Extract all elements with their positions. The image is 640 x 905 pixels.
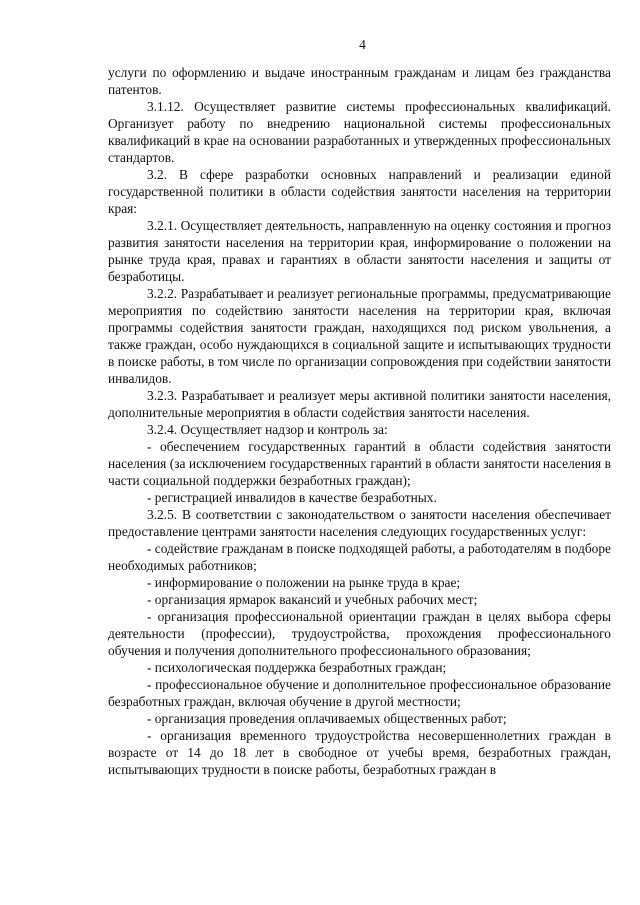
paragraph: - организация временного трудоустройства несовершеннолетних граждан в возрасте от 14 до 18 лет в свободное от учебы время, безработных граждан, испытывающих трудности в поиске работы, безработных граждан в: [108, 728, 611, 777]
paragraph: - информирование о положении на рынке труда в крае;: [147, 575, 461, 590]
paragraph: - обеспечением государственных гарантий в области содействия занятости населения (за исключением государственных гарантий в области занятости населения в части социальной поддержки безработных граждан);: [108, 439, 611, 488]
paragraph: - организация профессиональной ориентации граждан в целях выбора сферы деятельности (профессии), трудоустройства, прохождения профессионального обучения и получения дополнительного профессионального образования;: [108, 609, 611, 658]
paragraph: 3.2.2. Разрабатывает и реализует региональные программы, предусматривающие мероприятия по содействию занятости населения на территории края, включая программы содействия занятости граждан, находящихся под риском увольнения, а также граждан, особо нуждающихся в социальной защите и испытывающих трудности в поиске работы, в том числе по организации сопровождения при содействии занятости инвалидов.: [108, 286, 611, 386]
paragraph: 3.2. В сфере разработки основных направлений и реализации единой государственной политики в области содействия занятости населения на территории края:: [108, 167, 611, 216]
page-number: 4: [359, 37, 366, 52]
paragraph: - организация проведения оплачиваемых общественных работ;: [147, 711, 507, 726]
paragraph: 3.1.12. Осуществляет развитие системы профессиональных квалификаций. Организует работу по внедрению национальной системы профессиональных квалификаций в крае на основании разработанных и утвержденных профессиональных стандартов.: [108, 99, 611, 165]
document-body: [108, 64, 611, 778]
paragraph: - содействие гражданам в поиске подходящей работы, а работодателям в подборе необходимых работников;: [108, 541, 611, 573]
paragraph: - организация ярмарок вакансий и учебных рабочих мест;: [147, 592, 478, 607]
paragraph: 3.2.5. В соответствии с законодательством о занятости населения обеспечивает предоставление центрами занятости населения следующих государственных услуг:: [108, 507, 611, 539]
paragraph: - психологическая поддержка безработных граждан;: [147, 660, 447, 675]
paragraph: услуги по оформлению и выдаче иностранным гражданам и лицам без гражданства патентов.: [108, 65, 611, 97]
paragraph: 3.2.1. Осуществляет деятельность, направленную на оценку состояния и прогноз развития занятости населения на территории края, информирование о положении на рынке труда края, правах и гарантиях в области занятости населения и защиты от безработицы.: [108, 218, 611, 284]
paragraph: 3.2.4. Осуществляет надзор и контроль за:: [147, 422, 388, 437]
paragraph: - профессиональное обучение и дополнительное профессиональное образование безработных граждан, включая обучение в другой местности;: [108, 677, 611, 709]
paragraph: - регистрацией инвалидов в качестве безработных.: [147, 490, 437, 505]
paragraph: 3.2.3. Разрабатывает и реализует меры активной политики занятости населения, дополнительные мероприятия в области содействия занятости населения.: [108, 388, 611, 420]
